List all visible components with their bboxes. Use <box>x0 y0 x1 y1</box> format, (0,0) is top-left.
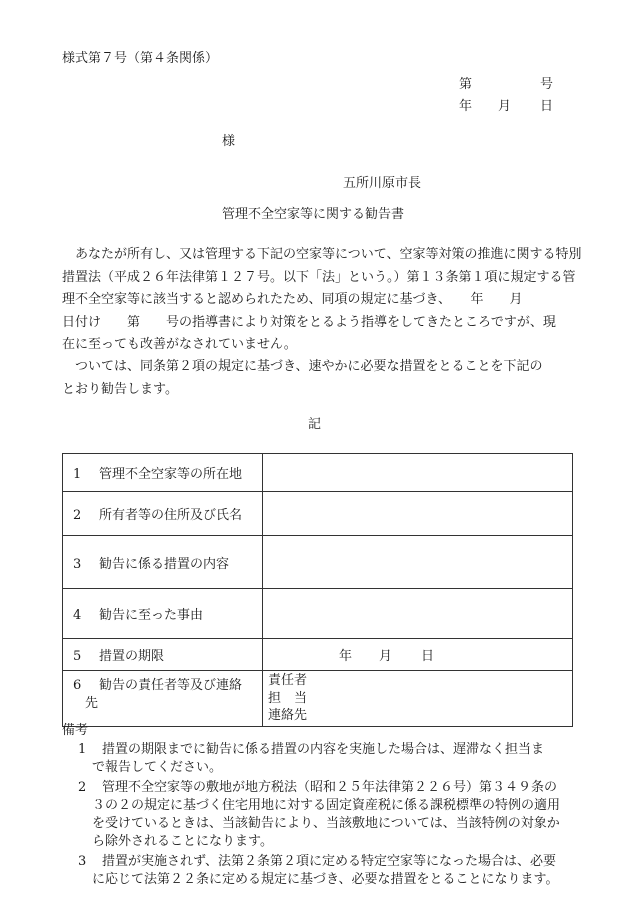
owner-value-cell <box>263 492 573 536</box>
measures-value-cell <box>263 536 573 589</box>
body-line: 在に至っても改善がなされていません。 <box>62 337 297 352</box>
note-number: 3 <box>78 854 87 869</box>
location-value-cell <box>263 454 573 492</box>
table-label-cell <box>63 492 263 536</box>
document-title: 管理不全空家等に関する勧告書 <box>222 207 405 222</box>
contact-value-cell <box>263 671 573 727</box>
table-row <box>63 536 573 589</box>
row-number: 4 <box>73 608 82 623</box>
body-line: 措置法（平成２６年法律第１２７号。以下「法」という。）第１３条第１項に規定する管 <box>62 269 576 285</box>
body-paragraph-2 <box>62 356 574 401</box>
recommendation-table <box>62 453 573 727</box>
note-line: を受けているときは、当該勧告により、当該敷地については、当該特例の対象か <box>92 816 560 831</box>
table-label-cell <box>63 589 263 639</box>
contact-responsible: 責任者 <box>268 673 308 688</box>
reason-value-cell <box>263 589 573 639</box>
body-line: 理不全空家等に該当すると認められたため、同項の規定に基づき、 年 月 <box>62 292 523 307</box>
table-label-cell <box>63 639 263 671</box>
notes-heading: 備考 <box>62 723 89 738</box>
note-line: 措置が実施されず、法第２条第２項に定める特定空家等になった場合は、必要 <box>102 854 556 869</box>
row-label: 勧告に係る措置の内容 <box>99 556 230 572</box>
date-day: 日 <box>540 99 554 114</box>
row-label: 勧告の責任者等及び連絡 <box>99 678 243 693</box>
body-line: あなたが所有し、又は管理する下記の空家等について、空家等対策の推進に関する特別 <box>75 247 582 262</box>
table-row <box>63 639 573 671</box>
table-label-cell <box>63 671 263 727</box>
body-line: とおり勧告します。 <box>62 381 178 397</box>
note-line: で報告してください。 <box>92 760 223 775</box>
ki-heading: 記 <box>308 417 322 432</box>
note-line: 管理不全空家等の敷地が地方税法（昭和２５年法律第２２６号）第３４９条の <box>102 780 558 795</box>
table-label-cell <box>63 454 263 492</box>
document-number-prefix: 第 <box>459 77 473 92</box>
table-row <box>63 589 573 639</box>
note-line: ３の２の規定に基づく住宅用地に対する固定資産税に係る課税標準の特例の適用 <box>92 798 561 813</box>
note-number: 1 <box>78 742 87 757</box>
date-year: 年 <box>459 99 473 114</box>
row-label: 所有者等の住所及び氏名 <box>99 508 243 523</box>
row-label: 管理不全空家等の所在地 <box>99 467 243 482</box>
row-number: 6 <box>73 678 82 693</box>
note-item <box>62 779 574 851</box>
date-month: 月 <box>498 99 512 114</box>
row-number: 3 <box>73 556 82 572</box>
issuer: 五所川原市長 <box>343 176 422 191</box>
deadline-month: 月 <box>379 649 393 664</box>
table-row <box>63 492 573 536</box>
table-row <box>63 454 573 492</box>
deadline-value-cell <box>263 639 573 671</box>
table-label-cell <box>63 536 263 589</box>
note-line: 措置の期限までに勧告に係る措置の内容を実施した場合は、遅滞なく担当ま <box>102 742 545 757</box>
note-line: に応じて法第２２条に定める規定に基づき、必要な措置をとることになります。 <box>92 872 559 887</box>
form-label: 様式第７号（第４条関係） <box>62 51 219 66</box>
row-label-continued: 先 <box>85 696 99 711</box>
addressee-suffix: 様 <box>222 134 236 149</box>
body-line: ついては、同条第２項の規定に基づき、速やかに必要な措置をとることを下記の <box>75 359 543 374</box>
note-item <box>62 853 574 889</box>
row-number: 5 <box>73 649 82 664</box>
row-label: 措置の期限 <box>99 649 165 664</box>
row-label: 勧告に至った事由 <box>99 608 204 623</box>
table-row <box>63 671 573 727</box>
deadline-day: 日 <box>421 649 435 664</box>
row-number: 1 <box>73 467 82 482</box>
note-line: ら除外されることになります。 <box>92 834 273 849</box>
note-number: 2 <box>78 780 87 795</box>
deadline-year: 年 <box>339 649 353 664</box>
document-number-suffix: 号 <box>540 77 554 92</box>
note-item <box>62 741 574 777</box>
contact-info: 連絡先 <box>268 708 308 723</box>
body-line: 日付け 第 号の指導書により対策をとるよう指導をしてきたところですが、現 <box>62 314 556 330</box>
notes-section <box>62 722 574 891</box>
row-number: 2 <box>73 508 82 523</box>
contact-person: 担 当 <box>268 690 308 706</box>
body-paragraph-1 <box>62 244 582 357</box>
